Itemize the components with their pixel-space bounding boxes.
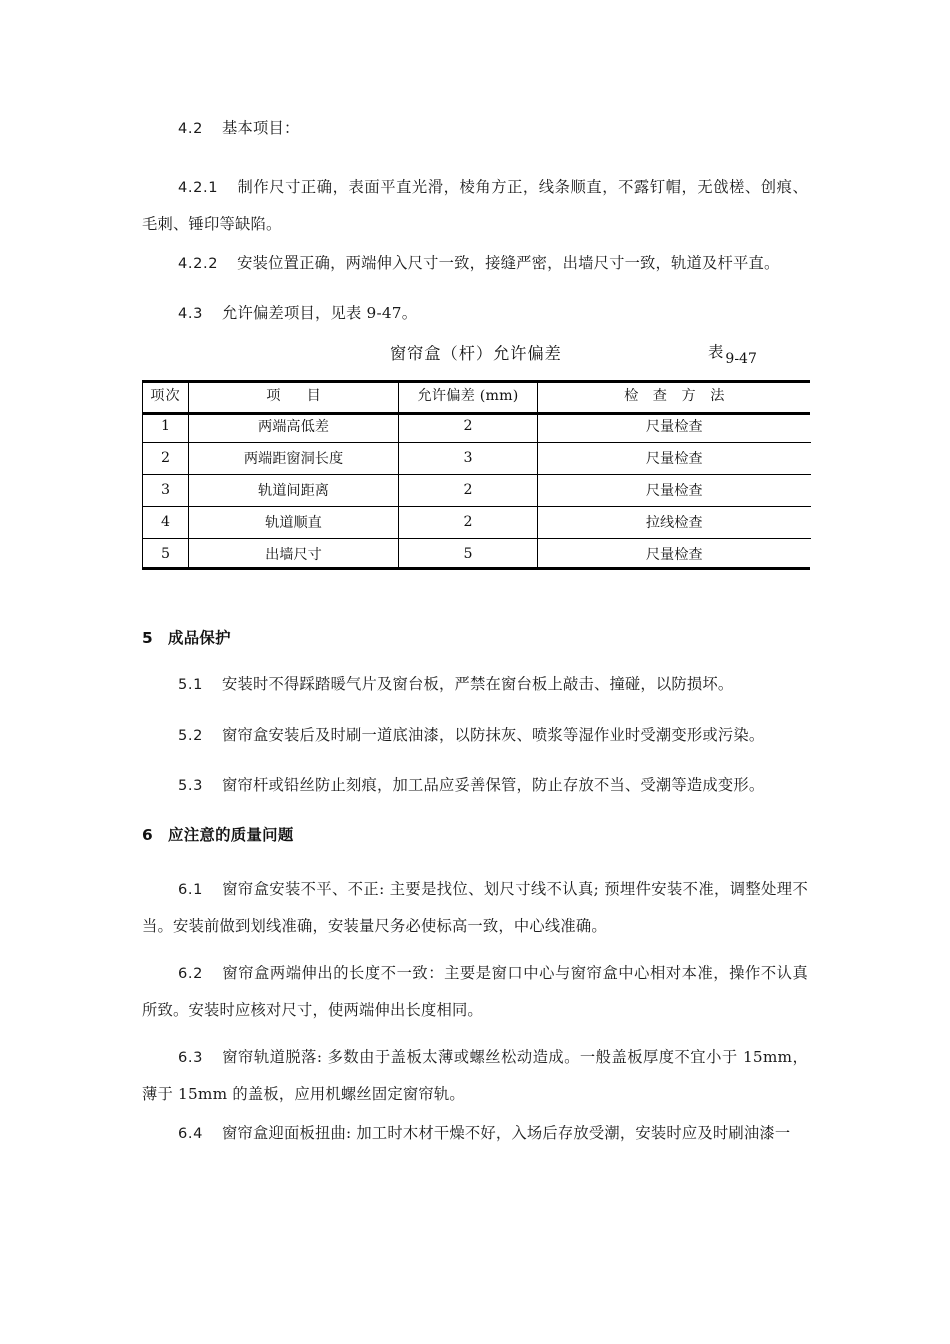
table-number — [708, 340, 757, 368]
paragraph-6-2 — [142, 955, 808, 1029]
paragraph-text-4-2: 基本项目： — [222, 119, 300, 137]
tolerance-table — [142, 380, 811, 570]
table-row — [143, 443, 811, 475]
table-top-rule — [142, 380, 810, 383]
paragraph-text-6-3: 窗帘轨道脱落: 多数由于盖板太薄或螺丝松动造成。一般盖板厚度不宜小于 15mm，薄于 15mm 的盖板，应用机螺丝固定窗帘轨。 — [142, 1048, 808, 1104]
paragraph-text-6-2: 窗帘盒两端伸出的长度不一致：主要是窗口中心与窗帘盒中心相对本准，操作不认真所致。安装时应核对尺寸，使两端伸出长度相同。 — [142, 964, 808, 1020]
table-row — [143, 475, 811, 507]
paragraph-number-4-3: 4.3 — [178, 305, 204, 323]
cell-method: 尺量检查 — [538, 539, 811, 571]
table-number-label: 表 — [708, 343, 724, 362]
column-header-index: 项次 — [143, 380, 189, 411]
paragraph-number-5-3: 5.3 — [178, 777, 204, 795]
table-body — [143, 411, 811, 570]
cell-method: 尺量检查 — [538, 411, 811, 443]
cell-item: 两端高低差 — [189, 411, 399, 443]
paragraph-4-3 — [142, 303, 808, 324]
paragraph-number-4-2: 4.2 — [178, 120, 204, 137]
paragraph-number-6-4: 6.4 — [178, 1125, 204, 1143]
section-title-6: 应注意的质量问题 — [168, 826, 294, 845]
cell-method: 拉线检查 — [538, 507, 811, 539]
paragraph-number-6-1: 6.1 — [178, 881, 204, 899]
cell-index: 1 — [143, 411, 189, 443]
table-row — [143, 539, 811, 571]
cell-item: 轨道间距离 — [189, 475, 399, 507]
cell-tolerance: 2 — [399, 507, 538, 539]
section-heading-6 — [142, 823, 808, 845]
table-title: 窗帘盒（杆）允许偏差 — [390, 344, 562, 364]
table-caption — [142, 340, 808, 374]
cell-index: 4 — [143, 507, 189, 539]
paragraph-number-5-1: 5.1 — [178, 676, 204, 694]
section-heading-5 — [142, 626, 808, 648]
paragraph-text-4-2-2: 安装位置正确，两端伸入尺寸一致，接缝严密，出墙尺寸一致，轨道及杆平直。 — [237, 253, 780, 272]
column-header-tolerance: 允许偏差 (mm) — [399, 380, 538, 411]
table-header-row — [143, 380, 811, 411]
table-head — [143, 380, 811, 411]
paragraph-5-3 — [142, 775, 808, 796]
cell-tolerance: 3 — [399, 443, 538, 475]
cell-tolerance: 2 — [399, 411, 538, 443]
paragraph-text-6-1: 窗帘盒安装不平、不正: 主要是找位、划尺寸线不认真; 预埋件安装不准，调整处理不当。安装前做到划线准确，安装量尺务必使标高一致，中心线准确。 — [142, 880, 808, 936]
section-number-5: 5 — [142, 629, 154, 648]
paragraph-4-2-2 — [142, 253, 808, 274]
paragraph-4-2 — [142, 118, 808, 139]
column-header-item: 项 目 — [189, 380, 399, 411]
section-number-6: 6 — [142, 826, 154, 845]
table-bottom-rule — [142, 567, 810, 570]
cell-item: 出墙尺寸 — [189, 539, 399, 571]
cell-method: 尺量检查 — [538, 475, 811, 507]
paragraph-number-4-2-2: 4.2.2 — [178, 254, 219, 272]
paragraph-text-5-3: 窗帘杆或铅丝防止刻痕，加工品应妥善保管，防止存放不当、受潮等造成变形。 — [222, 776, 765, 795]
table-header-rule — [142, 412, 810, 415]
paragraph-number-6-3: 6.3 — [178, 1049, 204, 1067]
cell-item: 两端距窗洞长度 — [189, 443, 399, 475]
table-number-value: 9-47 — [725, 351, 757, 368]
tolerance-table-wrapper — [142, 380, 810, 570]
paragraph-text-4-2-1: 制作尺寸正确，表面平直光滑，棱角方正，线条顺直，不露钉帽，无戗槎、创痕、毛刺、锤印等缺陷。 — [142, 177, 808, 233]
section-title-5: 成品保护 — [168, 629, 231, 648]
column-header-method: 检 查 方 法 — [538, 380, 811, 411]
paragraph-text-6-4: 窗帘盒迎面板扭曲: 加工时木材干燥不好，入场后存放受潮，安装时应及时刷油漆一 — [222, 1124, 791, 1143]
cell-tolerance: 5 — [399, 539, 538, 571]
paragraph-number-6-2: 6.2 — [178, 965, 204, 983]
cell-tolerance: 2 — [399, 475, 538, 507]
cell-index: 3 — [143, 475, 189, 507]
cell-item: 轨道顺直 — [189, 507, 399, 539]
table-spacer — [142, 570, 808, 626]
cell-index: 5 — [143, 539, 189, 571]
paragraph-5-2 — [142, 725, 808, 746]
paragraph-6-3 — [142, 1039, 808, 1113]
paragraph-6-1 — [142, 871, 808, 945]
paragraph-5-1 — [142, 674, 808, 695]
cell-method: 尺量检查 — [538, 443, 811, 475]
paragraph-text-4-3: 允许偏差项目，见表 9-47。 — [222, 304, 418, 323]
paragraph-6-4 — [142, 1123, 808, 1144]
paragraph-text-5-2: 窗帘盒安装后及时刷一道底油漆，以防抹灰、喷浆等湿作业时受潮变形或污染。 — [222, 725, 765, 744]
cell-index: 2 — [143, 443, 189, 475]
paragraph-4-2-1 — [142, 169, 808, 243]
paragraph-number-4-2-1: 4.2.1 — [178, 178, 219, 196]
table-row — [143, 411, 811, 443]
paragraph-text-5-1: 安装时不得踩踏暖气片及窗台板，严禁在窗台板上敲击、撞碰，以防损坏。 — [222, 675, 734, 694]
paragraph-number-5-2: 5.2 — [178, 726, 204, 744]
table-row — [143, 507, 811, 539]
